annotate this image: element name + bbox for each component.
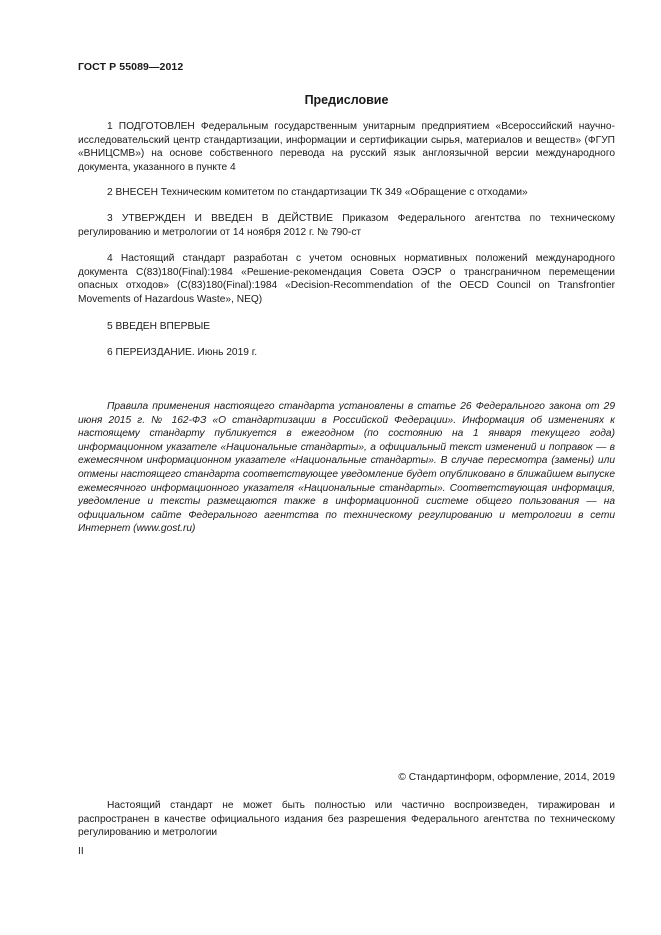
reproduction-notice: Настоящий стандарт не может быть полностью или частично воспроизведен, тиражирован и распространен в качестве официального издания без разрешения Федерального агентства по техническому регулированию и метрологии bbox=[78, 800, 615, 839]
copyright-line: © Стандартинформ, оформление, 2014, 2019 bbox=[398, 772, 615, 783]
standard-code: ГОСТ Р 55089—2012 bbox=[78, 61, 184, 73]
item-2: 2 ВНЕСЕН Техническим комитетом по стандартизации ТК 349 «Обращение с отходами» bbox=[107, 187, 528, 198]
page-title: Предисловие bbox=[304, 93, 389, 107]
item-1: 1 ПОДГОТОВЛЕН Федеральным государственным унитарным предприятием «Всероссийский научно-исследовательский центр стандартизации, информации и сертификации сырья, материалов и веществ» (ФГУП «ВНИЦСМВ») на основе собственного перевода на русский язык англоязычной версии международного документа, указанного в пункте 4 bbox=[78, 121, 615, 173]
item-3: 3 УТВЕРЖДЕН И ВВЕДЕН В ДЕЙСТВИЕ Приказом Федерального агентства по техническому регулированию и метрологии от 14 ноября 2012 г. № 790-ст bbox=[78, 213, 615, 238]
application-notice: Правила применения настоящего стандарта установлены в статье 26 Федерального закона от 29 июня 2015 г. № 162-ФЗ «О стандартизации в Российской Федерации». Информация об изменениях к настоящему стандарту публикуется в ежегодном (по состоянию на 1 января текущего года) информационном указателе «Национальные стандарты», а официальный текст изменений и поправок — в ежемесячном информационном указателе «Национальные стандарты». В случае пересмотра (замены) или отмены настоящего стандарта соответствующее уведомление будет опубликовано в ближайшем выпуске ежемесячного информационного указателя «Национальные стандарты». Соответствующая информация, уведомление и тексты размещаются также в информационной системе общего пользования — на официальном сайте Федерального агентства по техническому регулированию и метрологии в сети Интернет (www.gost.ru) bbox=[78, 401, 615, 535]
page-number: II bbox=[78, 846, 84, 857]
item-4: 4 Настоящий стандарт разработан с учетом основных нормативных положений международного документа С(83)180(Final):1984 «Решение-рекомендация Совета ОЭСР о трансграничном перемещении опасных отходов» (C(83)180(Final):1984 «Decision-Recommendation of the OECD Council on Transfrontier Movements of Hazardous Waste», NEQ) bbox=[78, 253, 615, 305]
item-5: 5 ВВЕДЕН ВПЕРВЫЕ bbox=[107, 321, 211, 332]
item-6: 6 ПЕРЕИЗДАНИЕ. Июнь 2019 г. bbox=[107, 347, 258, 358]
